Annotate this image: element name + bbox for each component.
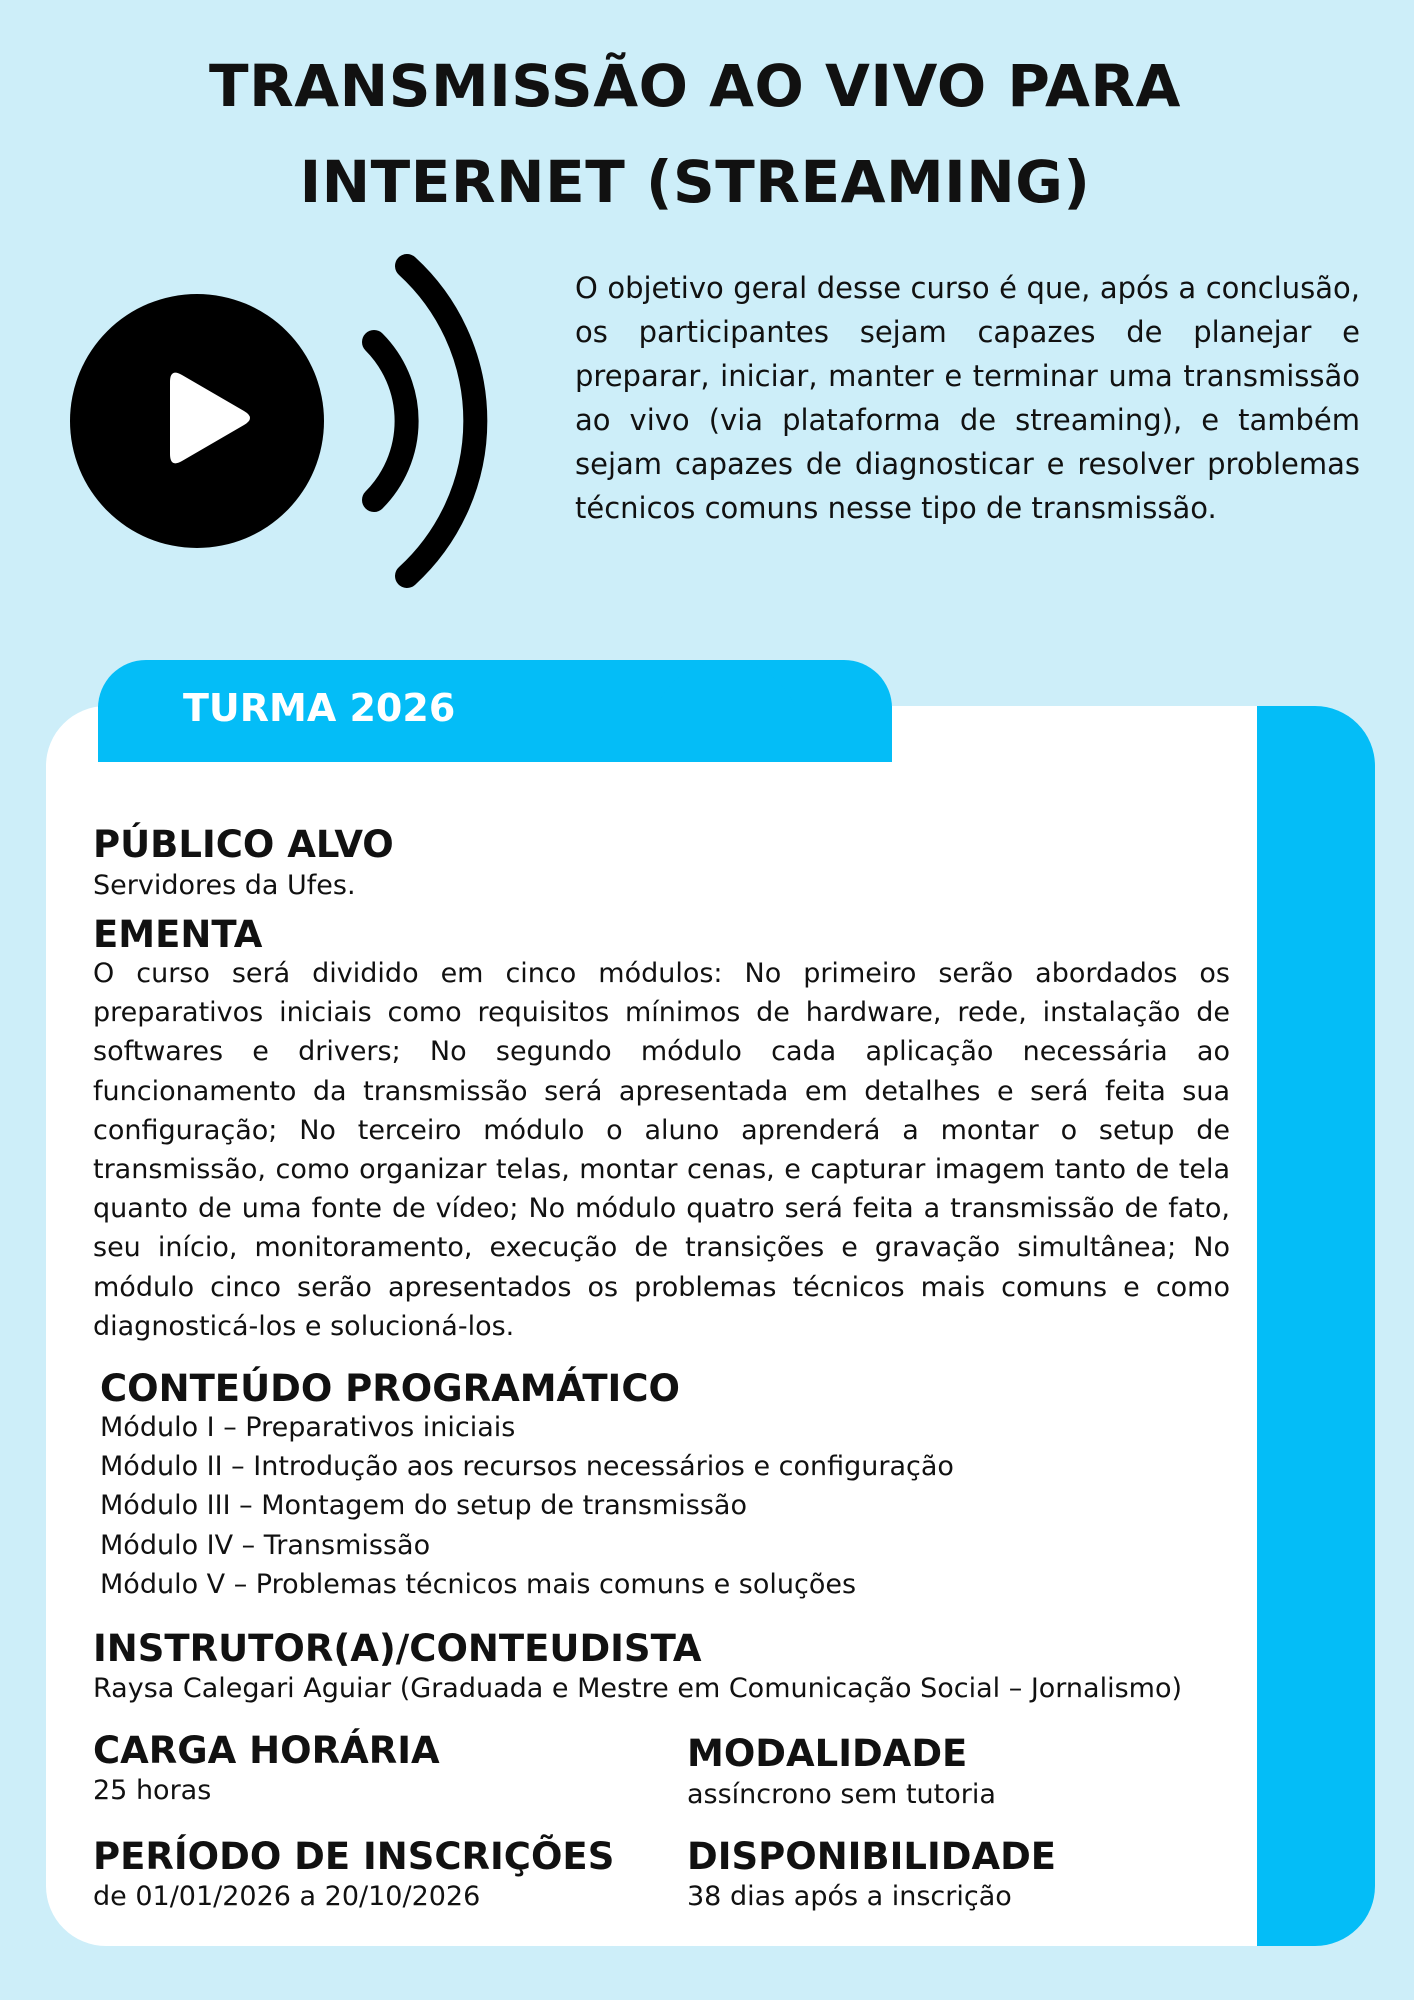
periodo-text: de 01/01/2026 a 20/10/2026 <box>93 1881 481 1912</box>
list-item: Módulo IV – Transmissão <box>100 1529 431 1561</box>
module-list <box>100 1408 954 1604</box>
page-title <box>0 38 1390 230</box>
instrutor-heading: INSTRUTOR(A)/CONTEUDISTA <box>93 1627 702 1670</box>
list-item: Módulo II – Introdução aos recursos necessários e configuração <box>100 1451 954 1483</box>
turma-label: TURMA 2026 <box>183 686 456 730</box>
play-broadcast-icon <box>66 250 506 595</box>
ementa-heading: EMENTA <box>93 913 263 956</box>
publico-heading: PÚBLICO ALVO <box>93 823 394 866</box>
conteudo-heading: CONTEÚDO PROGRAMÁTICO <box>100 1367 680 1410</box>
accent-stripe <box>1257 706 1375 1946</box>
title-line-1: TRANSMISSÃO AO VIVO PARA <box>209 52 1181 120</box>
modalidade-heading: MODALIDADE <box>687 1732 968 1775</box>
modalidade-text: assíncrono sem tutoria <box>687 1779 996 1810</box>
carga-heading: CARGA HORÁRIA <box>93 1729 440 1772</box>
title-line-2: INTERNET (STREAMING) <box>299 148 1091 216</box>
course-objective: O objetivo geral desse curso é que, após a conclusão, os participantes sejam capazes de planejar e preparar, iniciar, manter e terminar uma transmissão ao vivo (via plataforma de streaming), e também sejam capazes de diagnosticar e resolver problemas técnicos comuns nesse tipo de transmissão. <box>575 271 1360 525</box>
instrutor-text: Raysa Calegari Aguiar (Graduada e Mestre em Comunicação Social – Jornalismo) <box>93 1673 1183 1704</box>
carga-text: 25 horas <box>93 1775 212 1806</box>
periodo-heading: PERÍODO DE INSCRIÇÕES <box>93 1835 615 1878</box>
publico-text: Servidores da Ufes. <box>93 870 356 901</box>
list-item: Módulo V – Problemas técnicos mais comuns e soluções <box>100 1568 857 1600</box>
disponibilidade-heading: DISPONIBILIDADE <box>687 1835 1057 1878</box>
disponibilidade-text: 38 dias após a inscrição <box>687 1881 1012 1912</box>
list-item: Módulo I – Preparativos iniciais <box>100 1412 516 1443</box>
list-item: Módulo III – Montagem do setup de transmissão <box>100 1490 747 1522</box>
ementa-text: O curso será dividido em cinco módulos: No primeiro serão abordados os preparativos iniciais como requisitos mínimos de hardware, rede, instalação de softwares e drivers; No segundo módulo cada aplicação necessária ao funcionamento da transmissão será apresentada em detalhes e será feita sua configuração; No terceiro módulo o aluno aprenderá a montar o setup de transmissão, como organizar telas, montar cenas, e capturar imagem tanto de tela quanto de uma fonte de vídeo; No módulo quatro será feita a transmissão de fato, seu início, monitoramento, execução de transições e gravação simultânea; No módulo cinco serão apresentados os problemas técnicos mais comuns e como diagnosticá-los e solucioná-los. <box>93 958 1230 1342</box>
